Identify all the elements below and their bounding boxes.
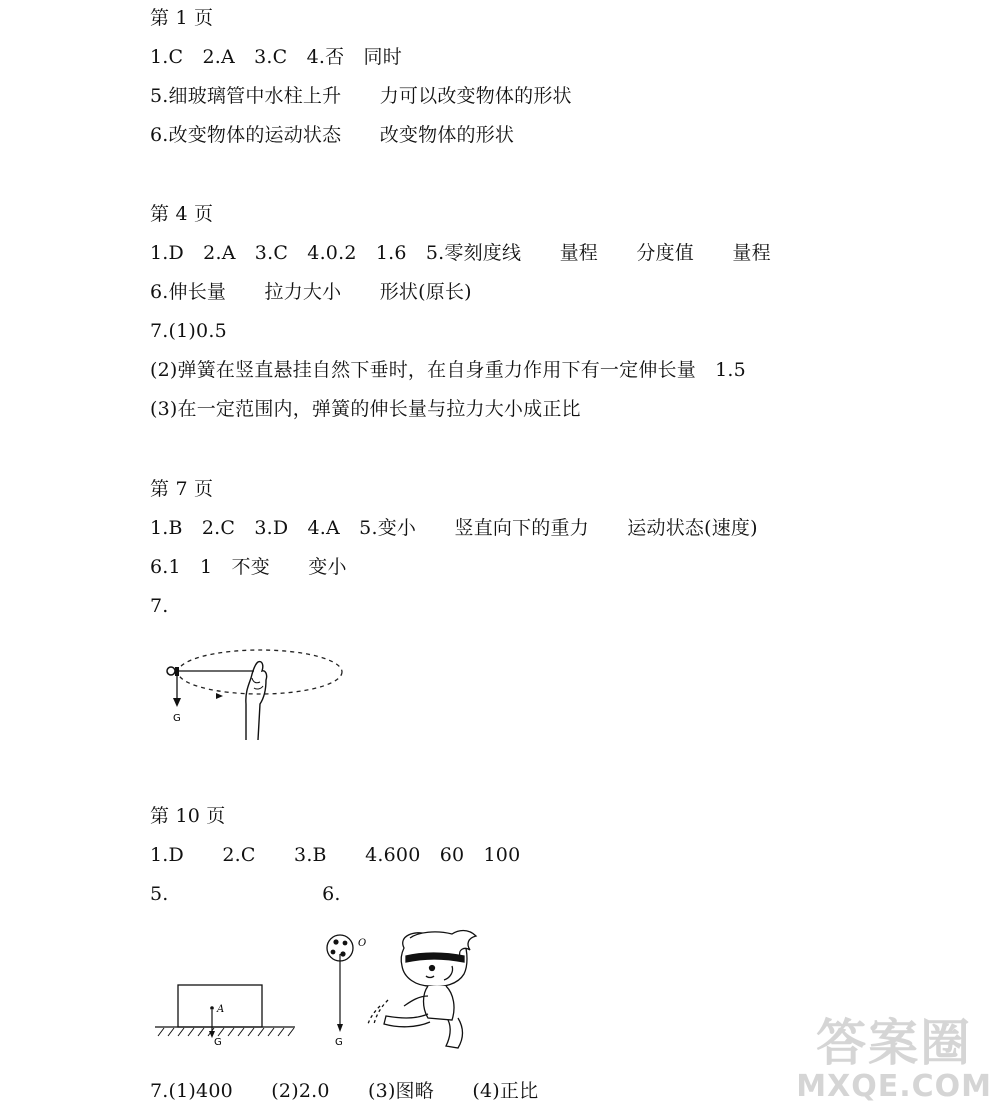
soccer-kick-figure bbox=[318, 928, 498, 1056]
answer-line: 1.D 2.A 3.C 4.0.2 1.6 5.零刻度线 量程 分度值 量程 bbox=[150, 242, 771, 264]
gravity-arrow-head bbox=[173, 698, 181, 707]
block-on-ground-figure bbox=[150, 980, 310, 1050]
point-a-label: A bbox=[217, 1004, 225, 1015]
ground-hatch bbox=[158, 1028, 294, 1036]
answer-line: 5.细玻璃管中水柱上升 力可以改变物体的形状 bbox=[150, 85, 572, 107]
hand bbox=[246, 662, 267, 740]
section-title-p4: 第 4 页 bbox=[150, 203, 214, 225]
motion-arrow bbox=[216, 693, 223, 699]
answer-line: (2)弹簧在竖直悬挂自然下垂时，在自身重力作用下有一定伸长量 1.5 bbox=[150, 359, 746, 381]
section-title-p10: 第 10 页 bbox=[150, 805, 226, 827]
watermark-cn: 答案圈 bbox=[816, 1014, 973, 1072]
section-title-p7: 第 7 页 bbox=[150, 478, 214, 500]
circular-motion-figure bbox=[150, 640, 350, 750]
gravity-label: G bbox=[214, 1037, 222, 1048]
answer-line: 6.1 1 不变 变小 bbox=[150, 556, 347, 578]
hand-fingers bbox=[252, 678, 263, 689]
answer-line: 1.B 2.C 3.D 4.A 5.变小 竖直向下的重力 运动状态(速度) bbox=[150, 517, 758, 539]
gravity-label: G bbox=[173, 713, 181, 724]
answer-line: 7. bbox=[150, 595, 169, 617]
point-o-label: O bbox=[358, 938, 367, 949]
answer-line: 1.D 2.C 3.B 4.600 60 100 bbox=[150, 844, 521, 866]
kicking-character bbox=[368, 931, 476, 1049]
answer-line: 6.改变物体的运动状态 改变物体的形状 bbox=[150, 124, 515, 146]
orbit-ellipse bbox=[178, 650, 342, 694]
answer-line: (3)在一定范围内，弹簧的伸长量与拉力大小成正比 bbox=[150, 398, 581, 420]
answer-line: 7.(1)400 (2)2.0 (3)图略 (4)正比 bbox=[150, 1080, 539, 1102]
section-title-p1: 第 1 页 bbox=[150, 7, 214, 29]
center-of-gravity bbox=[210, 1006, 214, 1010]
gravity-label: G bbox=[335, 1037, 343, 1048]
watermark-en: MXQE.COM bbox=[796, 1069, 992, 1104]
gravity-arrow-head bbox=[337, 1024, 343, 1032]
ball bbox=[167, 667, 175, 675]
answer-line: 7.(1)0.5 bbox=[150, 320, 227, 342]
answer-line: 1.C 2.A 3.C 4.否 同时 bbox=[150, 46, 402, 68]
answer-line: 5. 6. bbox=[150, 883, 341, 905]
watermark bbox=[796, 1015, 992, 1103]
ball-knot bbox=[175, 667, 179, 676]
answer-line: 6.伸长量 拉力大小 形状(原长) bbox=[150, 281, 472, 303]
